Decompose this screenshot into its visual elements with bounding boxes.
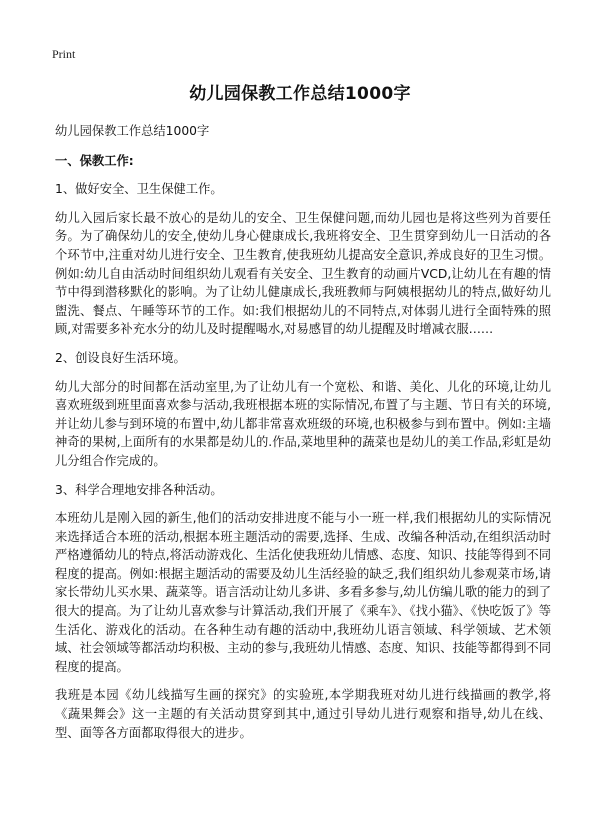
section-heading: 一、保教工作: xyxy=(55,153,134,168)
paragraph-environment: 幼儿大部分的时间都在活动室里,为了让幼儿有一个宽松、和谐、美化、儿化的环境,让幼儿喜欢班级到班里面喜欢参与活动,我班根据本班的实际情况,布置了与主题、节日有关的环境,并让幼儿参与到环境的布置中,幼儿都非常喜欢班级的环境,也积极参与到布置中。例如:主墙神奇的果树,上面所有的水果都是幼儿的.作品,菜地里种的蔬菜也是幼儿的美工作品,彩虹是幼儿分组合作完成的。 xyxy=(55,379,551,468)
paragraph-safety: 幼儿入园后家长最不放心的是幼儿的安全、卫生保健问题,而幼儿园也是将这些列为首要任务。为了确保幼儿的安全,使幼儿身心健康成长,我班将安全、卫生贯穿到幼儿一日活动的各个环节中,注重对幼儿进行安全、卫生教育,使我班幼儿提高安全意识,养成良好的卫生习惯。例如:幼儿自由活动时间组织幼儿观看有关安全、卫生教育的动画片VCD,让幼儿在有趣的情节中得到潜移默化的影响。为了让幼儿健康成长,我班教师与阿姨根据幼儿的特点,做好幼儿盥洗、餐点、午睡等环节的工作。如:我们根据幼儿的不同特点,对体弱儿进行全面特殊的照顾,对需要多补充水分的幼儿及时提醒喝水,对易感冒的幼儿提醒及时增减衣服…… xyxy=(55,210,551,337)
item-heading-activities: 3、科学合理地安排各种活动。 xyxy=(55,482,223,497)
item-heading-environment: 2、创设良好生活环境。 xyxy=(55,350,186,365)
paragraph-activities: 本班幼儿是刚入园的新生,他们的活动安排进度不能与小一班一样,我们根据幼儿的实际情况来选择适合本班的活动,根据本班主题活动的需要,选择、生成、改编各种活动,在组织活动时严格遵循幼儿的特点,将活动游戏化、生活化使我班幼儿情感、态度、知识、技能等得到不同程度的提高。例如:根据主题活动的需要及幼儿生活经验的缺乏,我们组织幼儿参观菜市场,请家长带幼儿买水果、蔬菜等。语言活动让幼儿多讲、多看多参与,幼儿仿编儿歌的能力的到了很大的提高。为了让幼儿喜欢参与计算活动,我们开展了《乘车》、《找小猫》、《快吃饭了》等生活化、游戏化的活动。在各种生动有趣的活动中,我班幼儿语言领域、科学领域、艺术领域、社会领域等都活动均积极、主动的参与,我班幼儿情感、态度、知识、技能等都得到不同程度的提高。 xyxy=(55,511,551,674)
print-link[interactable]: Print xyxy=(52,47,76,61)
page-title: 幼儿园保教工作总结1000字 xyxy=(189,84,411,104)
paragraph-closing: 我班是本园《幼儿线描写生画的探究》的实验班,本学期我班对幼儿进行线描画的教学,将《蔬果舞会》这一主题的有关活动贯穿到其中,通过引导幼儿进行观察和指导,幼儿在线、型、面等各方面都取得很大的进步。 xyxy=(55,688,551,740)
item-heading-safety: 1、做好安全、卫生保健工作。 xyxy=(55,182,223,197)
article-subtitle: 幼儿园保教工作总结1000字 xyxy=(55,124,210,138)
article-body xyxy=(55,122,551,752)
